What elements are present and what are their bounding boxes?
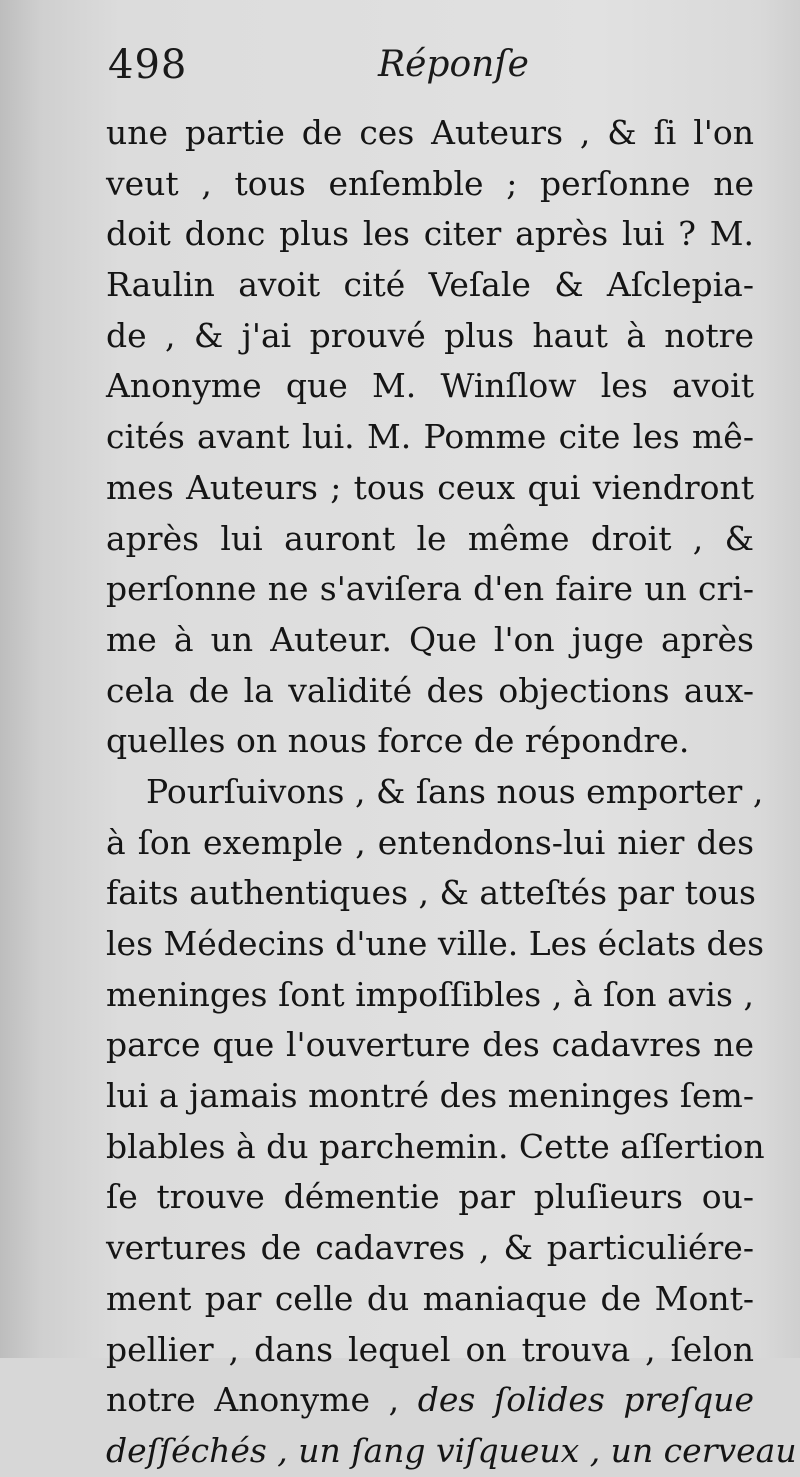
text-line: cités avant lui. M. Pomme cite les mê- bbox=[106, 417, 754, 457]
text-line: ment par celle du maniaque de Mont- bbox=[106, 1278, 754, 1318]
text-line: blables à du parchemin. Cette aſſertion bbox=[106, 1126, 765, 1166]
body-text bbox=[106, 108, 797, 1477]
text-line: cela de la validité des objections aux- bbox=[106, 670, 754, 710]
italic-segment: deſſéchés , un ſang viſqueux , un cerveau bbox=[106, 1430, 797, 1470]
page-number: 498 bbox=[108, 42, 188, 88]
paragraph-start-line: Pourſuivons , & ſans nous emporter , bbox=[146, 771, 764, 811]
text-line: les Médecins d'une ville. Les éclats des bbox=[106, 924, 765, 963]
text-line: après lui auront le même droit , & bbox=[106, 518, 754, 558]
text-line: pellier , dans lequel on trouva , ſelon bbox=[106, 1329, 754, 1369]
text-line: veut , tous enſemble ; perſonne ne bbox=[106, 163, 754, 203]
text-line: parce que l'ouverture des cadavres ne bbox=[106, 1025, 754, 1065]
text-line: Anonyme que M. Winſlow les avoit bbox=[106, 366, 754, 406]
text-line: me à un Auteur. Que l'on juge après bbox=[106, 619, 754, 659]
text-line: mes Auteurs ; tous ceux qui viendront bbox=[106, 467, 754, 507]
text-line: faits authentiques , & atteſtés par tous bbox=[106, 873, 756, 913]
text-line: de , & j'ai prouvé plus haut à notre bbox=[106, 315, 754, 355]
roman-segment: notre Anonyme , bbox=[106, 1380, 418, 1420]
text-line-italic bbox=[106, 1426, 797, 1477]
italic-segment: des ſolides preſque bbox=[417, 1380, 754, 1420]
text-line: Raulin avoit cité Veſale & Aſclepia- bbox=[106, 265, 754, 305]
page-header bbox=[108, 42, 748, 102]
text-line: doit donc plus les citer après lui ? M. bbox=[106, 214, 754, 254]
text-line: ſe trouve démentie par pluſieurs ou- bbox=[106, 1177, 754, 1217]
text-line: à ſon exemple , entendons-lui nier des bbox=[106, 822, 754, 862]
text-line: meninges ſont impoſſibles , à ſon avis , bbox=[106, 974, 754, 1014]
text-line: vertures de cadavres , & particuliére- bbox=[106, 1228, 754, 1268]
text-line: perſonne ne s'aviſera d'en faire un cri- bbox=[106, 569, 754, 609]
text-line: une partie de ces Auteurs , & ſi l'on bbox=[106, 113, 754, 152]
text-line: lui a jamais montré des meninges ſem- bbox=[106, 1076, 754, 1116]
paragraph-end-line: quelles on nous force de répondre. bbox=[106, 721, 690, 761]
running-head: Réponſe bbox=[378, 44, 529, 85]
text-line-mixed bbox=[106, 1375, 754, 1426]
